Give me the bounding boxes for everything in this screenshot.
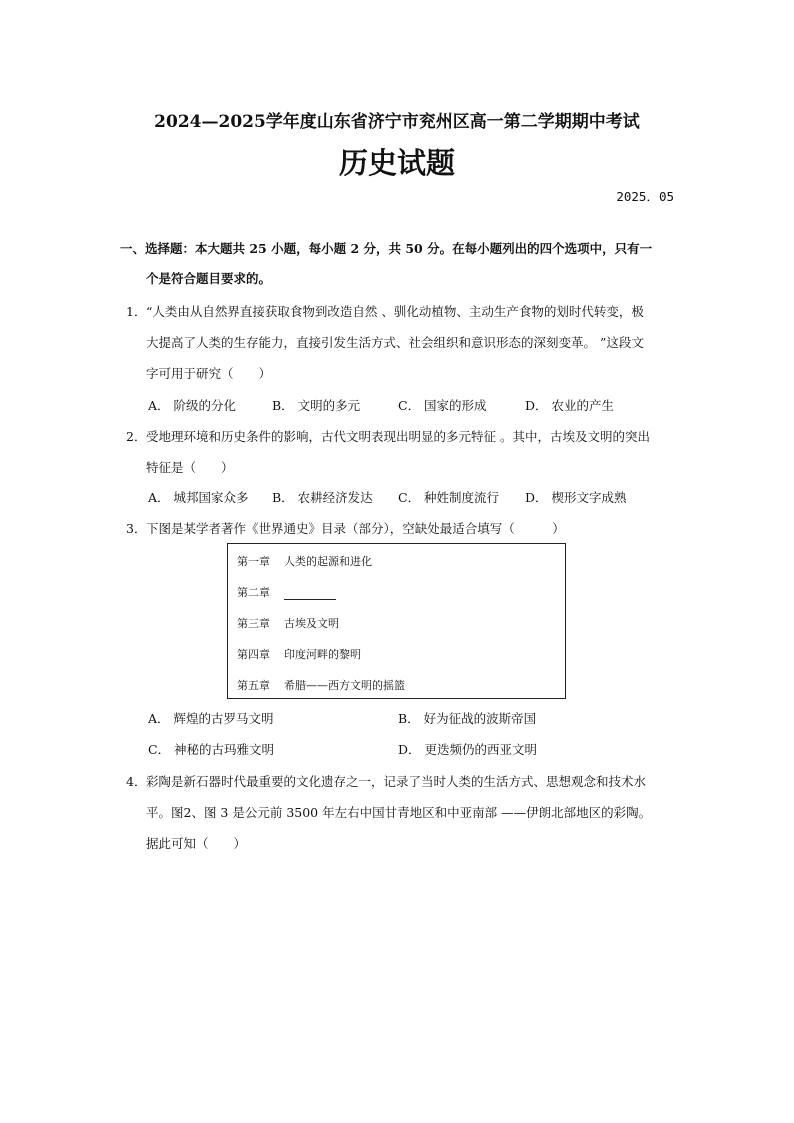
question-1-line3: 字可用于研究（ ） [146,366,272,381]
question-3-option-d: D． 更迭频仍的西亚文明 [398,742,537,757]
question-1-option-c: C． 国家的形成 [398,398,487,413]
table-of-contents-box [227,543,566,699]
toc-chapter: 第四章 [237,648,270,661]
toc-chapter-title: 印度河畔的黎明 [284,648,361,661]
toc-chapter: 第五章 [237,679,270,692]
question-2-option-c: C． 种姓制度流行 [398,490,500,505]
question-3-option-b: B． 好为征战的波斯帝国 [398,711,537,726]
question-4-line2: 平。图2、图 3 是公元前 3500 年左右中国甘青地区和中亚南部 ——伊朗北部地区的彩陶。 [146,805,652,820]
question-1-line2: 大提高了人类的生存能力，直接引发生活方式、社会组织和意识形态的深刻变革。 ”这段文 [146,335,644,350]
toc-chapter: 第三章 [237,617,270,630]
question-4-number: 4． [126,774,147,789]
toc-row [237,677,405,693]
section-heading-line1: 一、选择题：本大题共 25 小题，每小题 2 分，共 50 分。在每小题列出的四个选项中，只有一 [120,241,653,256]
question-1-option-d: D． 农业的产生 [525,398,614,413]
toc-chapter-title: 希腊——西方文明的摇篮 [284,679,405,692]
section-heading-line2: 个是符合题目要求的。 [146,271,272,286]
question-2-line1: 受地理环境和历史条件的影响，古代文明表现出明显的多元特征 。其中，古埃及文明的突出 [146,429,650,444]
toc-chapter-title: 古埃及文明 [284,617,339,630]
question-2-option-b: B． 农耕经济发达 [272,490,373,505]
question-2-option-d: D． 楔形文字成熟 [525,490,627,505]
exam-title: 2024—2025学年度山东省济宁市兖州区高一第二学期期中考试 [154,112,640,132]
question-3-number: 3． [126,521,147,536]
toc-row [237,615,339,631]
toc-row [237,646,361,662]
question-2-number: 2． [126,429,147,444]
question-3-option-c: C． 神秘的古玛雅文明 [148,742,275,757]
question-1-line1: “人类由从自然界直接获取食物到改造自然 、驯化动植物、主动生产食物的划时代转变，极 [146,304,644,319]
question-4-line3: 据此可知（ ） [146,836,247,851]
toc-blank-line [284,588,336,600]
toc-row [237,584,336,600]
toc-chapter: 第二章 [237,586,270,599]
question-4-line1: 彩陶是新石器时代最重要的文化遗存之一，记录了当时人类的生活方式、思想观念和技术水 [146,774,647,789]
exam-subtitle: 历史试题 [338,146,455,180]
exam-date: 2025．05 [616,189,674,204]
question-2-option-a: A． 城邦国家众多 [148,490,249,505]
question-2-line2: 特征是（ ） [146,460,234,475]
question-3-option-a: A． 辉煌的古罗马文明 [148,711,274,726]
question-1-option-a: A． 阶级的分化 [148,398,237,413]
question-3-line1: 下图是某学者著作《世界通史》目录（部分），空缺处最适合填写（ ） [146,521,565,536]
question-1-number: 1． [126,304,147,319]
toc-chapter-title: 人类的起源和进化 [284,555,372,568]
toc-row [237,553,372,569]
question-1-option-b: B． 文明的多元 [272,398,361,413]
toc-chapter: 第一章 [237,555,270,568]
